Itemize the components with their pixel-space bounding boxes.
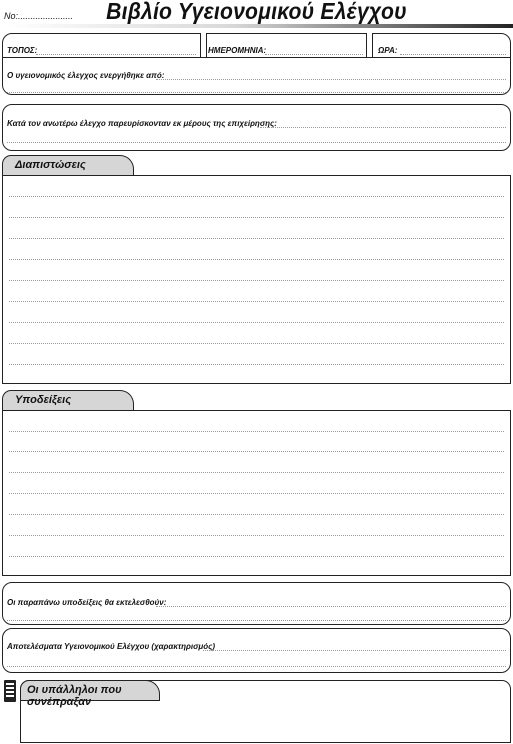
instructions-line[interactable] [9,472,504,473]
instructions-line[interactable] [9,431,504,432]
instructions-line[interactable] [9,493,504,494]
stamp-icon [4,680,16,702]
present-label: Κατά τον ανωτέρω έλεγχο παρευρίσκονταν εκ μέρους της επιχείρησης: [7,119,277,128]
inspector-field-line-2[interactable] [7,92,506,93]
findings-line[interactable] [9,280,504,281]
findings-line[interactable] [9,322,504,323]
present-field-line-2[interactable] [7,142,506,143]
place-date-time-box [2,33,511,95]
staff-tab-line [20,700,160,701]
findings-line[interactable] [9,217,504,218]
place-label: ΤΟΠΟΣ: [7,46,38,55]
instructions-line[interactable] [9,535,504,536]
instructions-line[interactable] [9,514,504,515]
findings-line[interactable] [9,364,504,365]
instructions-line[interactable] [9,451,504,452]
date-field[interactable] [265,54,363,55]
inspector-field-line-1[interactable] [156,79,506,80]
time-field[interactable] [400,54,506,55]
findings-line[interactable] [9,196,504,197]
results-label: Αποτελέσματα Υγειονομικού Ελέγχου (χαρακτηρισμός) [7,642,216,651]
execution-field-line-1[interactable] [156,606,506,607]
findings-line[interactable] [9,301,504,302]
findings-line[interactable] [9,259,504,260]
inspector-label: Ο υγειονομικός έλεγχος ενεργήθηκε από: [7,71,165,80]
date-label: ΗΜΕΡΟΜΗΝΙΑ: [208,46,267,55]
instructions-tab [2,390,134,411]
execution-label: Οι παραπάνω υποδείξεις θα εκτελεσθούν: [7,598,167,607]
title-underline [4,24,513,28]
results-field-line-1[interactable] [203,650,506,651]
present-field-line-1[interactable] [260,127,506,128]
findings-line[interactable] [9,238,504,239]
findings-title: Διαπιστώσεις [15,159,86,171]
divider-place-date [200,33,207,57]
results-field-line-2[interactable] [7,666,506,667]
execution-field-line-2[interactable] [7,620,506,621]
divider-date-time [366,33,373,57]
instructions-title: Υποδείξεις [15,394,72,406]
number-label[interactable]: No:...................... [4,11,74,21]
row-divider [2,57,511,58]
place-field[interactable] [36,54,196,55]
staff-signature-area[interactable] [24,704,506,740]
time-label: ΩΡΑ: [378,46,398,55]
page-title: Βιβλίο Υγειονομικού Ελέγχου [106,0,407,24]
staff-tab [20,680,160,708]
staff-title: Οι υπάλληλοι που συνέπραξαν [27,684,122,708]
findings-line[interactable] [9,343,504,344]
findings-tab [2,155,134,176]
instructions-line[interactable] [9,556,504,557]
